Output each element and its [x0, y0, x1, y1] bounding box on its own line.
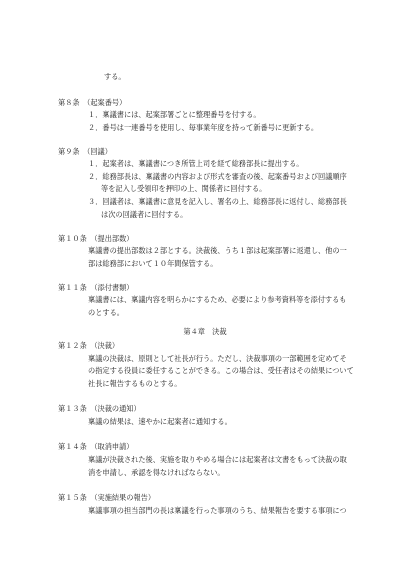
- article-8-line-2: ２．番号は一連番号を使用し、毎事業年度を持って新番号に更新する。: [88, 123, 319, 132]
- article-10-line-2: 部は総務部において１０年間保管する。: [88, 259, 218, 268]
- article-12-line-3: 社長に報告するものとする。: [88, 379, 182, 388]
- article-8-line-1: １．稟議書には、起案部署ごとに整理番号を付する。: [88, 110, 261, 119]
- article-9-line-5: は次の回議者に回付する。: [101, 210, 188, 219]
- article-9-line-2: ２．総務部長は、稟議書の内容および形式を審査の後、起案番号および回議順序: [88, 172, 347, 181]
- article-12-line-1: 稟議の決裁は、原則として社長が行う。ただし、決裁事項の一部範囲を定めてそ: [88, 354, 347, 363]
- article-15-heading: 第１５条 （実施結果の報告）: [58, 493, 156, 502]
- article-13-line-1: 稟議の結果は、速やかに起案者に通知する。: [88, 417, 232, 426]
- article-10-heading: 第１０条 （提出部数）: [58, 234, 134, 243]
- article-14-heading: 第１４条 （取消申請）: [58, 442, 134, 451]
- article-12-heading: 第１２条 （決裁）: [58, 341, 120, 350]
- article-11-heading: 第１１条 （添付書類）: [58, 283, 134, 292]
- article-11-line-2: のとする。: [88, 308, 124, 317]
- article-9-line-3: 等を記入し受領印を押印の上、関係者に回付する。: [101, 184, 267, 193]
- continuation-text: する。: [104, 72, 126, 81]
- chapter-heading: 第４章 決裁: [183, 327, 227, 336]
- article-13-heading: 第１３条 （決裁の通知）: [58, 404, 141, 413]
- article-11-line-1: 稟議書には、稟議内容を明らかにするため、必要により参考資料等を添付するも: [88, 295, 347, 304]
- article-14-line-1: 稟議が決裁された後、実施を取りやめる場合には起案者は文書をもって決裁の取: [88, 455, 347, 464]
- article-14-line-2: 消を申請し、承認を得なければならない。: [88, 468, 225, 477]
- article-9-line-4: ３．回議者は、稟議書に意見を記入し、署名の上、総務部長に返付し、総務部長: [88, 197, 347, 206]
- article-9-line-1: １．起案者は、稟議書につき所管上司を経て総務部長に提出する。: [88, 159, 304, 168]
- article-10-line-1: 稟議書の提出部数は２部とする。決裁後、うち１部は起案部署に返還し、他の一: [88, 246, 347, 255]
- article-12-line-2: の指定する役員に委任することができる。この場合は、受任者はその結果について: [88, 366, 354, 375]
- article-8-heading: 第８条 （起案番号）: [58, 98, 127, 107]
- article-15-line-1: 稟議事項の担当部門の長は稟議を行った事項のうち、結果報告を要する事項につ: [88, 506, 347, 515]
- article-9-heading: 第９条 （回議）: [58, 147, 112, 156]
